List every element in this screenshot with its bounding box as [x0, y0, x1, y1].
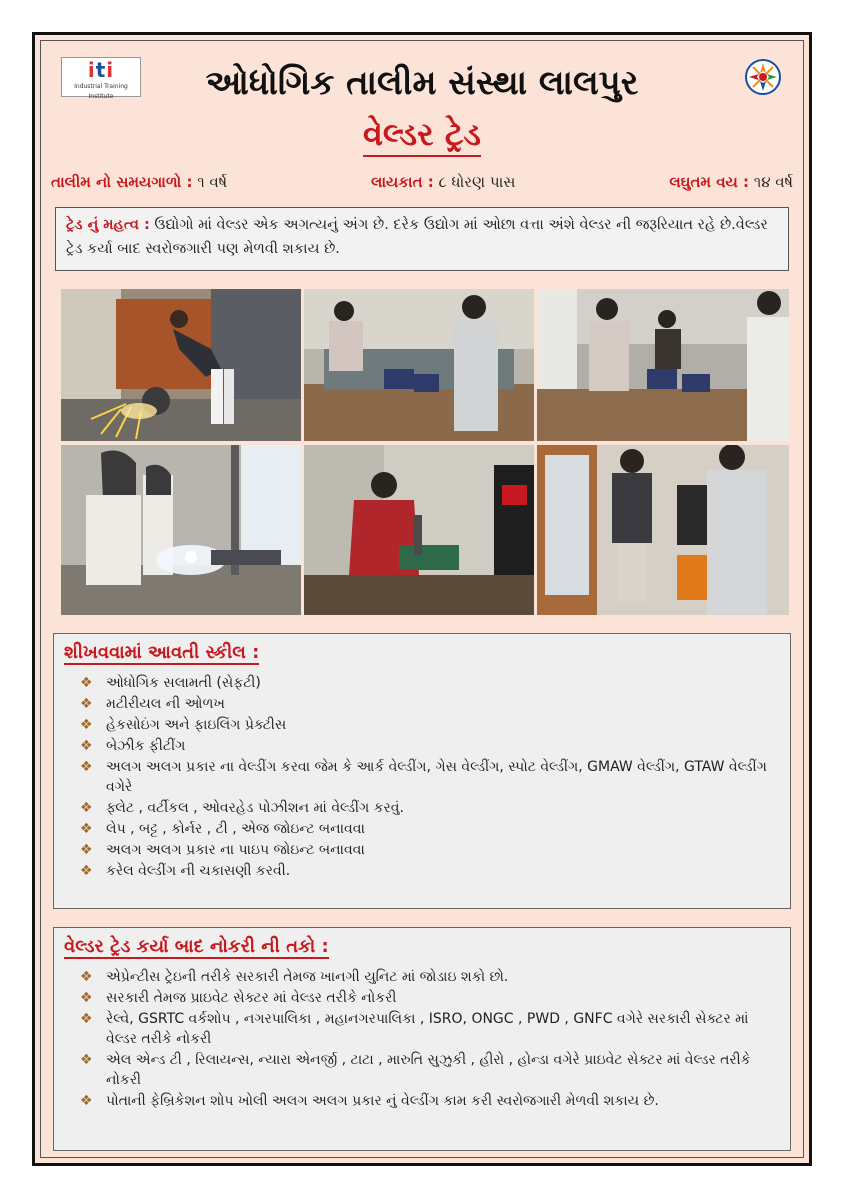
- diamond-bullet-icon: ❖: [80, 696, 93, 712]
- welding-mask-photo: [61, 445, 301, 615]
- list-item: [80, 757, 770, 797]
- iti-logo-mark: iti: [87, 58, 115, 82]
- min-age-info: [669, 173, 793, 191]
- diamond-bullet-icon: ❖: [80, 1093, 93, 1109]
- diamond-bullet-icon: ❖: [80, 863, 93, 879]
- qualification-info: [371, 173, 515, 191]
- skill-text: કરેલ વેલ્ડીંગ ની ચકાસણી કરવી.: [106, 863, 291, 879]
- job-text: એલ એન્ડ ટી , રિલાયન્સ, ન્યારા એનર્જી , ટાટા , મારુતિ સુઝુકી , હીરો , હોન્ડા વગેરે પ્રાઇવેટ સેક્ટર માં વેલ્ડર તરીકે નોકરી: [106, 1052, 751, 1088]
- diamond-bullet-icon: ❖: [80, 1052, 93, 1068]
- diamond-bullet-icon: ❖: [80, 821, 93, 837]
- duration-info: [51, 173, 227, 191]
- photo-grid: [61, 289, 789, 615]
- workshop-students-photo-1: [304, 289, 534, 441]
- trade-title: [41, 115, 803, 154]
- skill-text: મટીરીયલ ની ઓળખ: [106, 696, 225, 712]
- info-row: [51, 173, 793, 195]
- jobs-box: [53, 927, 791, 1151]
- jobs-title-text: વેલ્ડર ટ્રેડ કર્યા બાદ નોકરી ની તકો :: [64, 936, 329, 957]
- list-item: [80, 1050, 770, 1090]
- list-item: [80, 819, 770, 839]
- diamond-bullet-icon: ❖: [80, 675, 93, 691]
- trade-importance-box: [55, 207, 789, 271]
- list-item: [80, 736, 770, 756]
- importance-label: ટ્રેડ નું મહત્વ :: [66, 217, 150, 233]
- welding-machine-photo: [537, 445, 789, 615]
- min-age-label: લઘુતમ વય :: [669, 173, 750, 191]
- skill-text: હેકસોઇંગ અને ફાઇલિંગ પ્રેક્ટીસ: [106, 717, 287, 733]
- skill-text: અલગ અલગ પ્રકાર ના પાઇપ જોઇન્ટ બનાવવા: [106, 842, 365, 858]
- diamond-bullet-icon: ❖: [80, 842, 93, 858]
- list-item: [80, 715, 770, 735]
- job-text: સરકારી તેમજ પ્રાઇવેટ સેક્ટર માં વેલ્ડર તરીકે નોકરી: [106, 990, 397, 1006]
- min-age-value: ૧૪ વર્ષ: [753, 173, 793, 191]
- skills-title-text: શીખવવામાં આવતી સ્કીલ :: [64, 642, 260, 663]
- diamond-bullet-icon: ❖: [80, 800, 93, 816]
- jobs-list: [54, 967, 790, 1111]
- skills-box: [53, 633, 791, 909]
- list-item: [80, 694, 770, 714]
- trade-title-text: વેલ્ડર ટ્રેડ: [363, 115, 481, 157]
- skill-text: અલગ અલગ પ્રકાર ના વેલ્ડીંગ કરવા જેમ કે આર્ક વેલ્ડીંગ, ગેસ વેલ્ડીંગ, સ્પોટ વેલ્ડીંગ, GMAW વેલ્ડીંગ, GTAW વેલ્ડીંગ વગેરે: [106, 759, 767, 795]
- job-text: પોતાની ફેબ્રિકેશન શોપ ખોલી અલગ અલગ પ્રકાર નું વેલ્ડીંગ કામ કરી સ્વરોજગારી મેળવી શકાય છે.: [106, 1093, 659, 1109]
- importance-text: ઉદ્યોગો માં વેલ્ડર એક અગત્યનું અંગ છે. દરેક ઉદ્યોગ માં ઓછા વત્તા અંશે વેલ્ડર ની જરૂરિયાત રહે છે.વેલ્ડર ટ્રેડ કર્યા બાદ સ્વરોજગારી પણ મેળવી શકાય છે.: [66, 217, 768, 257]
- workshop-students-photo-2: [537, 289, 789, 441]
- skill-text: લેપ , બટ્ટ , કોર્નર , ટી , એજ જોઇન્ટ બનાવવા: [106, 821, 365, 837]
- list-item: [80, 1009, 770, 1049]
- skill-text: ઓધોગિક સલામતી (સેફટી): [106, 675, 261, 691]
- student-at-vise-photo: [304, 445, 534, 615]
- list-item: [80, 988, 770, 1008]
- iti-logo-caption: Industrial Training Institute: [74, 83, 128, 100]
- skills-title: [54, 634, 790, 663]
- diamond-bullet-icon: ❖: [80, 717, 93, 733]
- diamond-bullet-icon: ❖: [80, 990, 93, 1006]
- list-item: [80, 673, 770, 693]
- poster-inner-border: [40, 40, 804, 1158]
- job-text: રેલ્વે, GSRTC વર્કશોપ , નગરપાલિકા , મહાનગરપાલિકા , ISRO, ONGC , PWD , GNFC વગેરે સરકારી સેક્ટર માં વેલ્ડર તરીકે નોકરી: [106, 1011, 749, 1047]
- diamond-bullet-icon: ❖: [80, 969, 93, 985]
- skill-text: બેઝીક ફીટીંગ: [106, 738, 186, 754]
- list-item: [80, 798, 770, 818]
- diamond-bullet-icon: ❖: [80, 1011, 93, 1027]
- jobs-title: [54, 928, 790, 957]
- page-title: ઓધોગિક તાલીમ સંસ્થા લાલપુર: [205, 63, 639, 103]
- job-text: એપ્રેન્ટીસ ટ્રેઇની તરીકે સરકારી તેમજ ખાનગી યુનિટ માં જોડાઇ શકો છો.: [106, 969, 509, 985]
- list-item: [80, 1091, 770, 1111]
- diamond-bullet-icon: ❖: [80, 759, 93, 775]
- poster-frame: [32, 32, 812, 1166]
- skills-list: [54, 673, 790, 881]
- list-item: [80, 861, 770, 881]
- list-item: [80, 840, 770, 860]
- skill-text: ફ્લેટ , વર્ટીકલ , ઓવરહેડ પોઝીશન માં વેલ્ડીંગ કરવું.: [106, 800, 404, 816]
- list-item: [80, 967, 770, 987]
- duration-label: તાલીમ નો સમયગાળો :: [51, 173, 193, 191]
- qualification-value: ૮ ધોરણ પાસ: [438, 173, 516, 191]
- duration-value: ૧ વર્ષ: [197, 173, 228, 191]
- qualification-label: લાયકાત :: [371, 173, 434, 191]
- grinding-sparks-photo: [61, 289, 301, 441]
- diamond-bullet-icon: ❖: [80, 738, 93, 754]
